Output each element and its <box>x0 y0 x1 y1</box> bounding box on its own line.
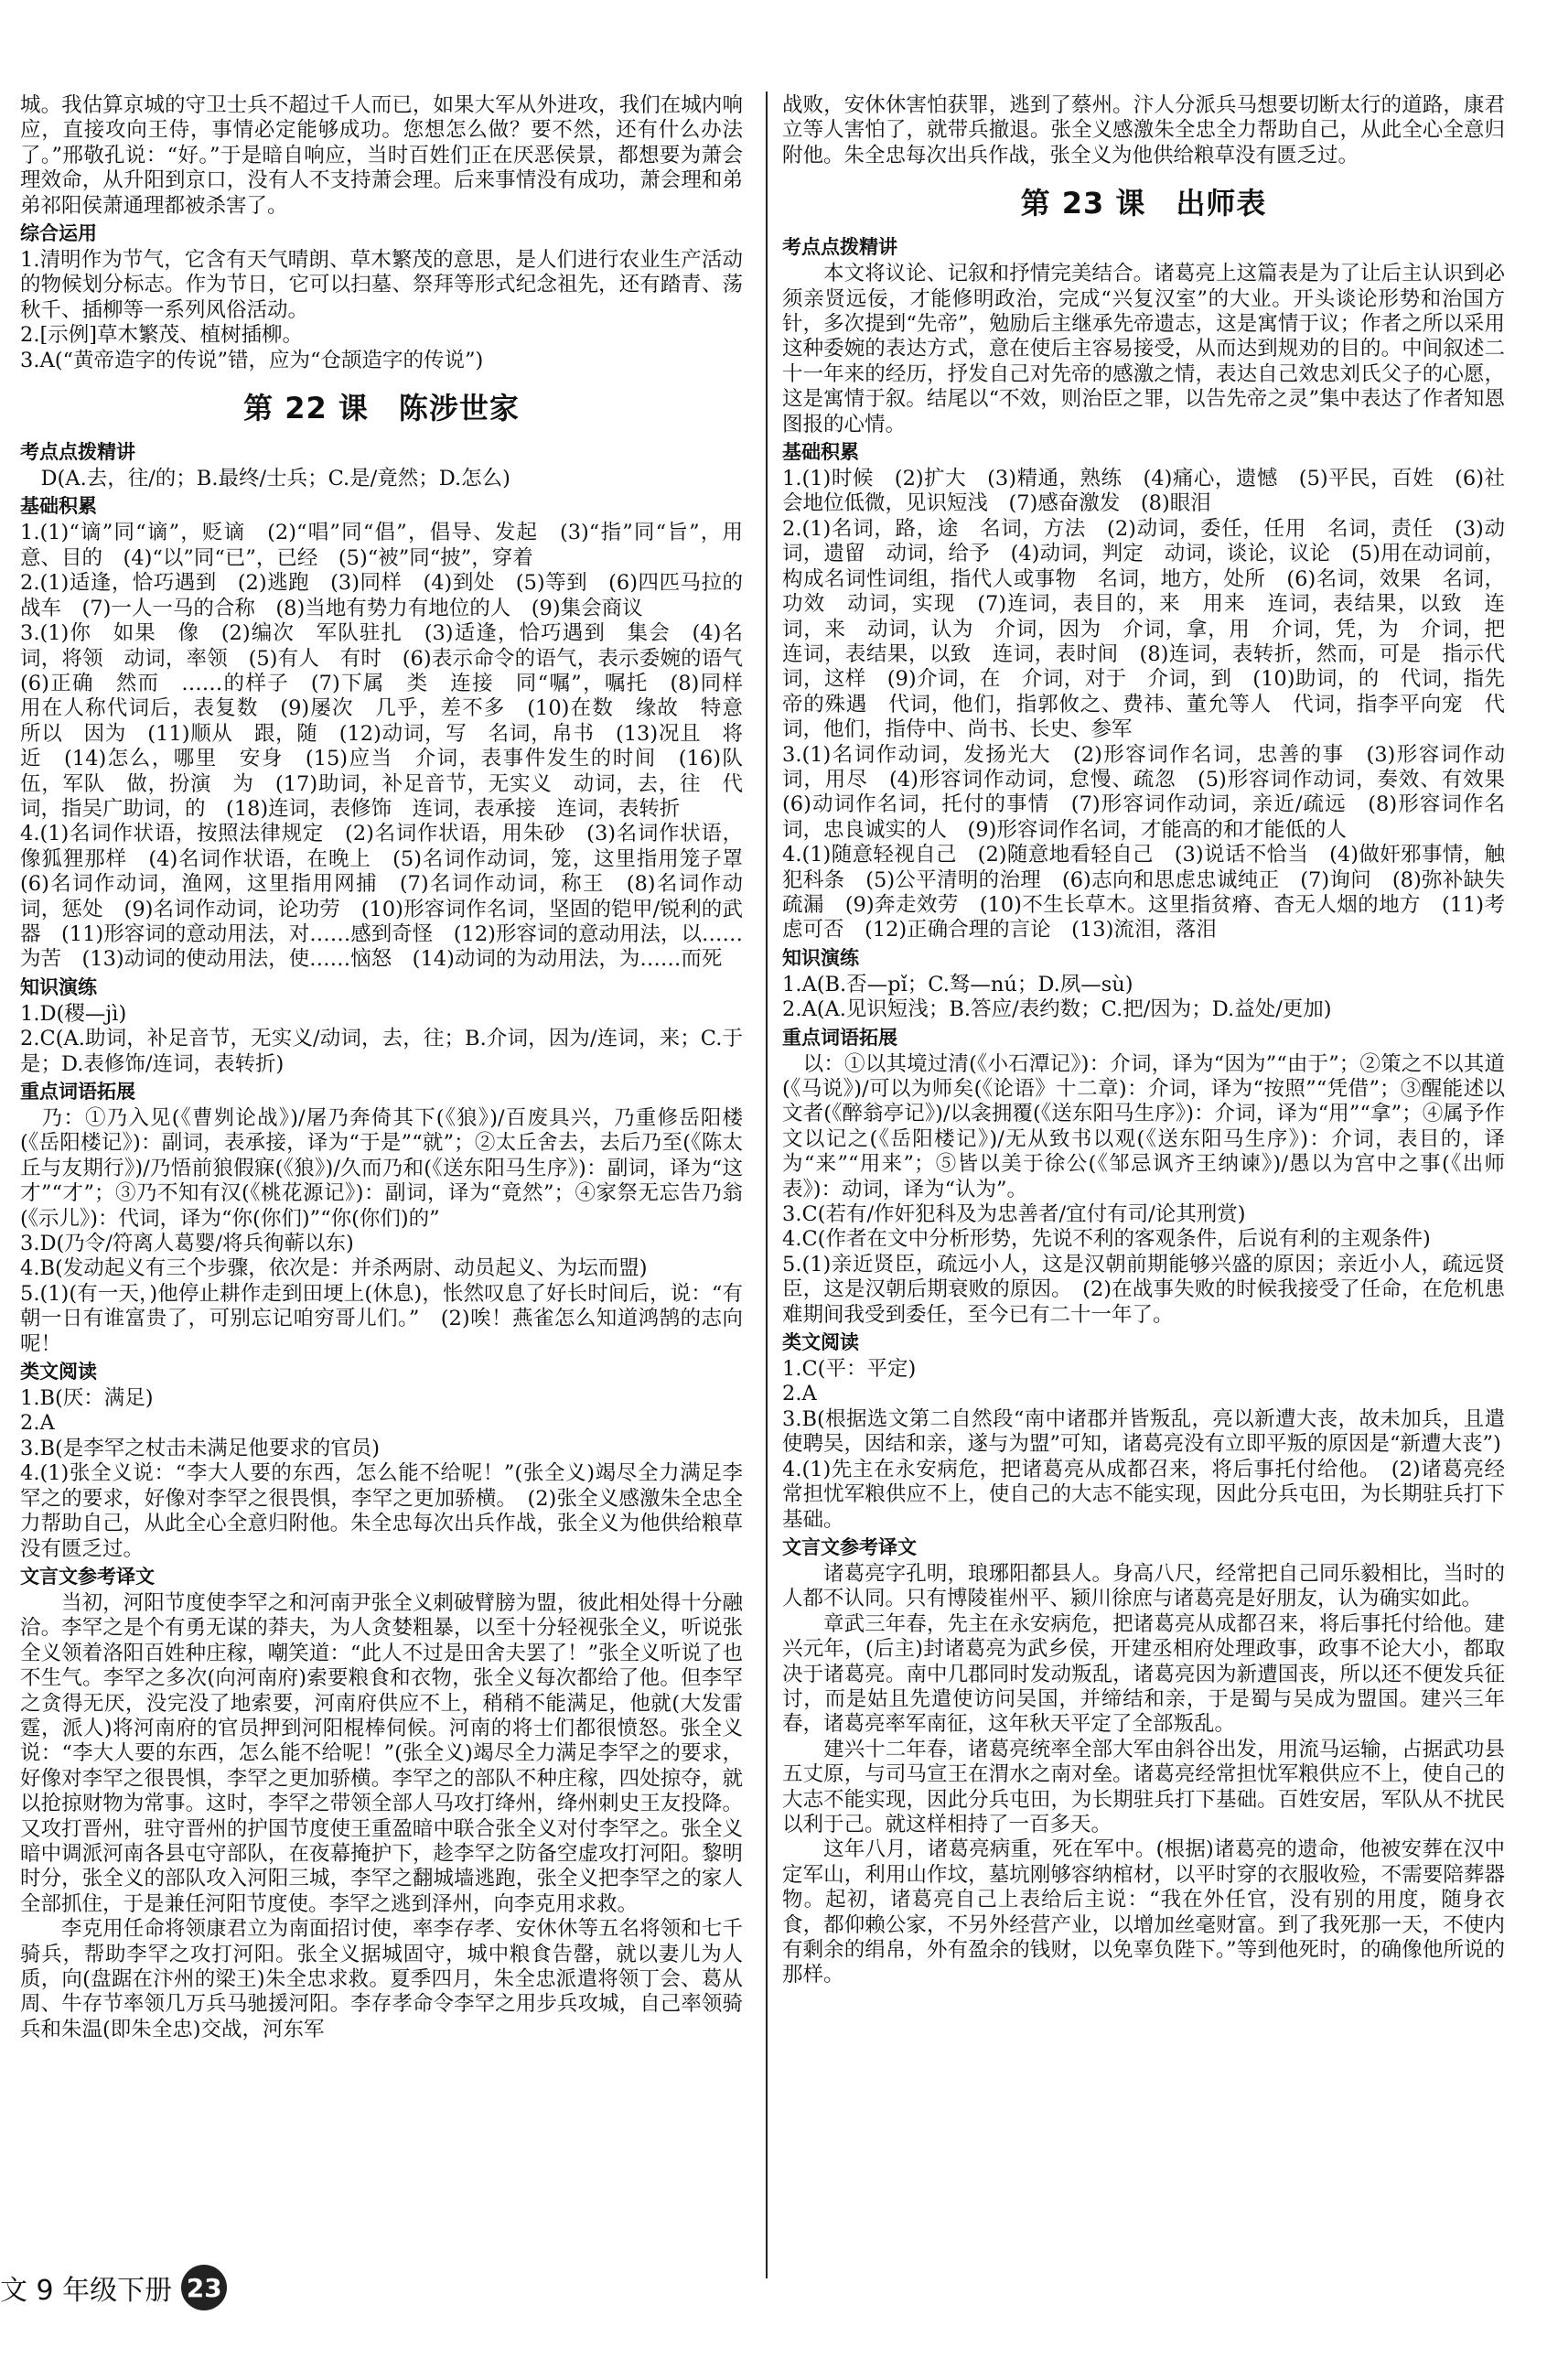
left-column <box>20 93 764 2042</box>
answer-paragraph: 3.B(是李罕之杖击未满足他要求的官员) <box>20 1436 381 1460</box>
answer-paragraph: 2.A <box>20 1411 55 1436</box>
answer-paragraph: 1.B(厌：满足) <box>20 1386 154 1411</box>
answer-paragraph: 3.D(乃令/符离人葛婴/将兵徇蕲以东) <box>20 1232 354 1256</box>
answer-paragraph: 3.A(“黄帝造字的传说”错，应为“仓颉造字的传说”) <box>20 348 484 372</box>
right-column <box>782 93 1526 1988</box>
section-heading: 文言文参考译文 <box>20 1565 155 1588</box>
answer-paragraph: 战败，安休休害怕获罪，逃到了蔡州。汴人分派兵马想要切断太行的道路，康君立等人害怕了，就带兵撤退。张全义感激朱全忠全力帮助自己，从此全心全意归附他。朱全忠每次出兵作战，张全义为他供给粮草没有匮乏过。 <box>782 93 1505 167</box>
answer-paragraph: 2.(1)适逢，恰巧遇到 (2)逃跑 (3)同样 (4)到处 (5)等到 (6)四匹马拉的战车 (7)一人一马的合称 (8)当地有势力有地位的人 (9)集会商议 <box>20 571 743 620</box>
answer-paragraph: 1.D(稷—jì) <box>20 1001 127 1026</box>
answer-paragraph: 以：①以其境过清(《小石潭记》)：介词，译为“因为”“由于”；②策之不以其道(《马说》)/可以为师矣(《论语》十二章)：介词，译为“按照”“凭借”；③醒能述以文者(《醉翁亭记》)/以衾拥覆(《送东阳马生序》)：介词，译为“用”“拿”；④属予作文以记之(《岳阳楼记》)/无从致书以观(《送东阳马生序》)：介词，表目的，译为“来”“用来”；⑤皆以美于徐公(《邹忌讽齐王纳谏》)/愚以为宫中之事(《出师表》)：动词，译为“认为”。 <box>782 1051 1505 1201</box>
section-heading: 类文阅读 <box>20 1361 97 1384</box>
answer-paragraph: 3.(1)你 如果 像 (2)编次 军队驻扎 (3)适逢，恰巧遇到 集会 (4)名词，将领 动词，率领 (5)有人 有时 (6)表示命令的语气，表示委婉的语气 (6)正确 然而 ……的样子 (7)下属 类 连接 同“嘱”，嘱托 (8)同样 用在人称代词后，表复数 (9)屡次 几乎，差不多 (10)在数 缘故 特意 所以 因为 (11)顺从 跟，随 (12)动词，写 名词，帛书 (13)况且 将近 (14)怎么，哪里 安身 (15)应当 介词，表事件发生的时间 (16)队伍，军队 做，扮演 为 (17)助词，补足音节，无实义 动词，去，往 代词，指吴广助词，的 (18)连词，表修饰 连词，表承接 连词，表转折 <box>20 621 764 821</box>
answer-paragraph: 4.(1)名词作状语，按照法律规定 (2)名词作状语，用朱砂 (3)名词作状语，像狐狸那样 (4)名词作状语，在晚上 (5)名词作动词，笼，这里指用笼子罩 (6)名词作动词，渔网，这里指用网捕 (7)名词作动词，称王 (8)名词作动词，惩处 (9)名词作动词，论功劳 (10)形容词作名词，坚固的铠甲/锐利的武器 (11)形容词的意动用法，对……感到奇怪 (12)形容词的意动用法，以……为苦 (13)动词的使动用法，使……恼怒 (14)动词的为动用法，为……而死 <box>20 822 764 972</box>
answer-paragraph: 1.C(平：平定) <box>782 1357 917 1382</box>
answer-paragraph: 1.A(B.否—pǐ；C.驽—nú；D.夙—sù) <box>782 972 1133 996</box>
answer-paragraph: 4.B(发动起义有三个步骤，依次是：并杀两尉、动员起义、为坛而盟) <box>20 1256 648 1281</box>
answer-paragraph: 4.(1)先主在永安病危，把诸葛亮从成都召来，将后事托付给他。 (2)诸葛亮经常担忧军粮供应不上，使自己的大志不能实现，因此分兵屯田，为长期驻兵打下基础。 <box>782 1457 1505 1532</box>
page-number-badge: 23 <box>181 2265 227 2310</box>
answer-paragraph: 3.B(根据选文第二自然段“南中诸郡并皆叛乱，亮以新遭大丧，故未加兵，且遣使聘吴，因结和亲，遂与为盟”可知，诸葛亮没有立即平叛的原因是“新遭大丧”) <box>782 1406 1505 1457</box>
answer-paragraph: D(A.去，往/的；B.最终/士兵；C.是/竟然；D.怎么) <box>20 467 510 491</box>
answer-paragraph: 5.(1)(有一天，)他停止耕作走到田埂上(休息)，怅然叹息了好长时间后，说：“有朝一日有谁富贵了，可别忘记咱穷哥儿们。” (2)唉！燕雀怎么知道鸿鹄的志向呢！ <box>20 1281 743 1356</box>
section-heading: 知识演练 <box>782 946 859 969</box>
lesson-title: 第 23 课 出师表 <box>1020 186 1267 221</box>
answer-paragraph: 5.(1)亲近贤臣，疏远小人，这是汉朝前期能够兴盛的原因；亲近小人，疏远贤臣，这是汉朝后期衰败的原因。 (2)在战事失败的时候我接受了任命，在危机患难期间我受到委任，至今已有二十一年了。 <box>782 1252 1505 1327</box>
answer-paragraph: 4.(1)张全义说：“李大人要的东西，怎么能不给呢！”(张全义)竭尽全力满足李罕之的要求，好像对李罕之很畏惧，李罕之更加骄横。 (2)张全义感激朱全忠全力帮助自己，从此全心全意归附他。朱全忠每次出兵作战，张全义为他供给粮草没有匮乏过。 <box>20 1461 743 1561</box>
answer-paragraph: 1.(1)时候 (2)扩大 (3)精通，熟练 (4)痛心，遗憾 (5)平民，百姓 (6)社会地位低微，见识短浅 (7)感奋激发 (8)眼泪 <box>782 467 1505 516</box>
answer-paragraph: 乃：①乃入见(《曹刿论战》)/屠乃奔倚其下(《狼》)/百废具兴，乃重修岳阳楼(《岳阳楼记》)：副词，表承接，译为“于是”“就”；②太丘舍去，去后乃至(《陈太丘与友期行》)/乃悟前狼假寐(《狼》)/久而乃和(《送东阳马生序》)：副词，译为“这才”“才”；③乃不知有汉(《桃花源记》)：副词，译为“竟然”；④家祭无忘告乃翁(《示儿》)：代词，译为“你(你们)”“你(你们)的” <box>20 1106 743 1231</box>
column-divider <box>766 92 768 2278</box>
section-heading: 类文阅读 <box>782 1331 859 1354</box>
section-heading: 文言文参考译文 <box>782 1535 917 1558</box>
answer-paragraph: 4.(1)随意轻视自己 (2)随意地看轻自己 (3)说话不恰当 (4)做奸邪事情，触犯科条 (5)公平清明的治理 (6)志向和思虑忠诚纯正 (7)询问 (8)弥补缺失疏漏 (9)奔走效劳 (10)不生长草木。这里指贫瘠、杳无人烟的地方 (11)考虑可否 (12)正确合理的言论 (13)流泪，落泪 <box>782 843 1505 942</box>
answer-paragraph: 本文将议论、记叙和抒情完美结合。诸葛亮上这篇表是为了让后主认识到必须亲贤远佞，才能修明政治，完成“兴复汉室”的大业。开头谈论形势和治国方针，多次提到“先帝”，勉励后主继承先帝遗志，这是寓情于议；作者之所以采用这种委婉的表达方式，意在使后主容易接受，从而达到规劝的目的。中间叙述二十一年来的经历，抒发自己对先帝的感激之情，表达自己效忠刘氏父子的心愿，这是寓情于叙。结尾以“不效，则治臣之罪，以告先帝之灵”集中表达了作者知恩图报的心情。 <box>782 262 1505 436</box>
answer-paragraph: 2.[示例]草木繁茂、植树插柳。 <box>20 323 304 348</box>
section-heading: 基础积累 <box>782 441 859 464</box>
answer-paragraph: 当初，河阳节度使李罕之和河南尹张全义刺破臂膀为盟，彼此相处得十分融洽。李罕之是个有勇无谋的莽夫，为人贪婪粗暴，以至十分轻视张全义，听说张全义领着洛阳百姓种庄稼，嘲笑道：“此人不过是田舍夫罢了！”张全义听说了也不生气。李罕之多次(向河南府)索要粮食和衣物，张全义每次都给了他。但李罕之贪得无厌，没完没了地索要，河南府供应不上，稍稍不能满足，他就(大发雷霆，派人)将河南府的官员押到河阳棍棒伺候。河南的将士们都很愤怒。张全义说：“李大人要的东西，怎么能不给呢！”(张全义)竭尽全力满足李罕之的要求，好像对李罕之很畏惧，李罕之更加骄横。李罕之的部队不种庄稼，四处掠夺，就以抢掠财物为常事。这时，李罕之带领全部人马攻打绛州，绛州刺史王友投降。又攻打晋州，驻守晋州的护国节度使王重盈暗中联合张全义对付李罕之。张全义暗中调派河南各县屯守部队，在夜幕掩护下，趁李罕之防备空虚攻打河阳。黎明时分，张全义的部队攻入河阳三城，李罕之翻城墙逃跑，张全义把李罕之的家人全部抓住，于是兼任河阳节度使。李罕之逃到泽州，向李克用求救。 <box>20 1590 743 1916</box>
answer-paragraph: 2.A <box>782 1382 817 1406</box>
answer-paragraph: 4.C(作者在文中分析形势，先说不利的客观条件，后说有利的主观条件) <box>782 1227 1431 1252</box>
section-heading: 考点点拨精讲 <box>20 441 135 464</box>
answer-paragraph: 李克用任命将领康君立为南面招讨使，率李存孝、安休休等五名将领和七千骑兵，帮助李罕之攻打河阳。张全义据城固守，城中粮食告罄，就以妻儿为人质，向(盘踞在汴州的梁王)朱全忠求救。夏季四月，朱全忠派遣将领丁会、葛从周、牛存节率领几万兵马驰援河阳。李存孝命令李罕之用步兵攻城，自己率领骑兵和朱温(即朱全忠)交战，河东军 <box>20 1917 743 2041</box>
page-footer <box>0 2260 227 2315</box>
answer-paragraph: 3.(1)名词作动词，发扬光大 (2)形容词作名词，忠善的事 (3)形容词作动词，用尽 (4)形容词作动词，怠慢、疏忽 (5)形容词作动词，奏效、有效果 (6)动词作名词，托付的事情 (7)形容词作动词，亲近/疏远 (8)形容词作名词，忠良诚实的人 (9)形容词作名词，才能高的和才能低的人 <box>782 742 1526 842</box>
answer-paragraph: 建兴十二年春，诸葛亮统率全部大军由斜谷出发，用流马运输，占据武功县五丈原，与司马宣王在渭水之南对垒。诸葛亮经常担忧军粮供应不上，使自己的大志不能实现，因此分兵屯田，为长期驻兵打下基础。百姓安居，军队从不扰民以利于己。就这样相持了一百多天。 <box>782 1737 1505 1836</box>
answer-paragraph: 2.C(A.助词，补足音节，无实义/动词，去，往；B.介词，因为/连词，来；C.于是；D.表修饰/连词，表转折) <box>20 1027 743 1076</box>
section-heading: 重点词语拓展 <box>782 1026 897 1049</box>
answer-paragraph: 章武三年春，先主在永安病危，把诸葛亮从成都召来，将后事托付给他。建兴元年，(后主)封诸葛亮为武乡侯，开建丞相府处理政事，政事不论大小，都取决于诸葛亮。南中几郡同时发动叛乱，诸葛亮因为新遭国丧，所以还不便发兵征讨，而是姑且先遣使访问吴国，并缔结和亲，于是蜀与吴成为盟国。建兴三年春，诸葛亮率军南征，这年秋天平定了全部叛乱。 <box>782 1611 1505 1737</box>
answer-paragraph: 1.(1)“谪”同“谪”，贬谪 (2)“唱”同“倡”，倡导、发起 (3)“指”同“旨”，用意、目的 (4)“以”同“已”，已经 (5)“被”同“披”，穿着 <box>20 521 743 570</box>
answer-paragraph: 3.C(若有/作奸犯科及为忠善者/宜付有司/论其刑赏) <box>782 1202 1246 1227</box>
section-heading: 基础积累 <box>20 495 97 518</box>
section-heading: 综合运用 <box>20 222 97 245</box>
answer-paragraph: 城。我估算京城的守卫士兵不超过千人而已，如果大军从外进攻，我们在城内响应，直接攻向王侍，事情必定能够成功。您想怎么做？要不然，还有什么办法了。”邢敬孔说：“好。”于是暗自响应，当时百姓们正在厌恶侯景，都想要为萧会理效命，从升阳到京口，没有人不支持萧会理。后来事情没有成功，萧会理和弟弟祁阳侯萧通理都被杀害了。 <box>20 93 743 218</box>
answer-paragraph: 2.A(A.见识短浅；B.答应/表约数；C.把/因为；D.益处/更加) <box>782 997 1332 1022</box>
section-heading: 考点点拨精讲 <box>782 236 897 259</box>
answer-paragraph: 这年八月，诸葛亮病重，死在军中。(根据)诸葛亮的遗命，他被安葬在汉中定军山，利用山作坟，墓坑刚够容纳棺材，以平时穿的衣服收殓，不需要陪葬器物。起初，诸葛亮自己上表给后主说：“我在外任官，没有别的用度，随身衣食，都仰赖公家，不另外经营产业，以增加丝毫财富。到了我死那一天，不使内有剩余的绢帛，外有盈余的钱财，以免辜负陛下。”等到他死时，的确像他所说的那样。 <box>782 1837 1505 1987</box>
answer-paragraph: 1.清明作为节气，它含有天气晴朗、草木繁茂的意思，是人们进行农业生产活动的物候划分标志。作为节日，它可以扫墓、祭拜等形式纪念祖先，还有踏青、荡秋千、插柳等一系列风俗活动。 <box>20 248 743 322</box>
lesson-title: 第 22 课 陈涉世家 <box>243 391 520 426</box>
answer-paragraph: 诸葛亮字孔明，琅琊阳都县人。身高八尺，经常把自己同乐毅相比，当时的人都不认同。只有博陵崔州平、颍川徐庶与诸葛亮是好朋友，认为确实如此。 <box>782 1561 1505 1611</box>
section-heading: 知识演练 <box>20 975 97 998</box>
section-heading: 重点词语拓展 <box>20 1081 135 1103</box>
answer-paragraph: 2.(1)名词，路，途 名词，方法 (2)动词，委任，任用 名词，责任 (3)动词，遗留 动词，给予 (4)动词，判定 动词，谈论，议论 (5)用在动词前，构成名词性词组，指代人或事物 名词，地方，处所 (6)名词，效果 名词，功效 动词，实现 (7)连词，表目的，来 用来 连词，表结果，以致 连词，来 动词，认为 介词，因为 介词，拿，用 介词，凭，为 介词，把 连词，表结果，以致 连词，表时间 (8)连词，表转折，然而，可是 指示代词，这样 (9)介词，在 介词，对于 介词，到 (10)助词，的 代词，指先帝的殊遇 代词，他们，指郭攸之、费祎、董允等人 代词，指李平向宠 代词，他们，指侍中、尚书、长史、参军 <box>782 516 1526 742</box>
book-title: 文 9 年级下册 <box>0 2275 173 2307</box>
